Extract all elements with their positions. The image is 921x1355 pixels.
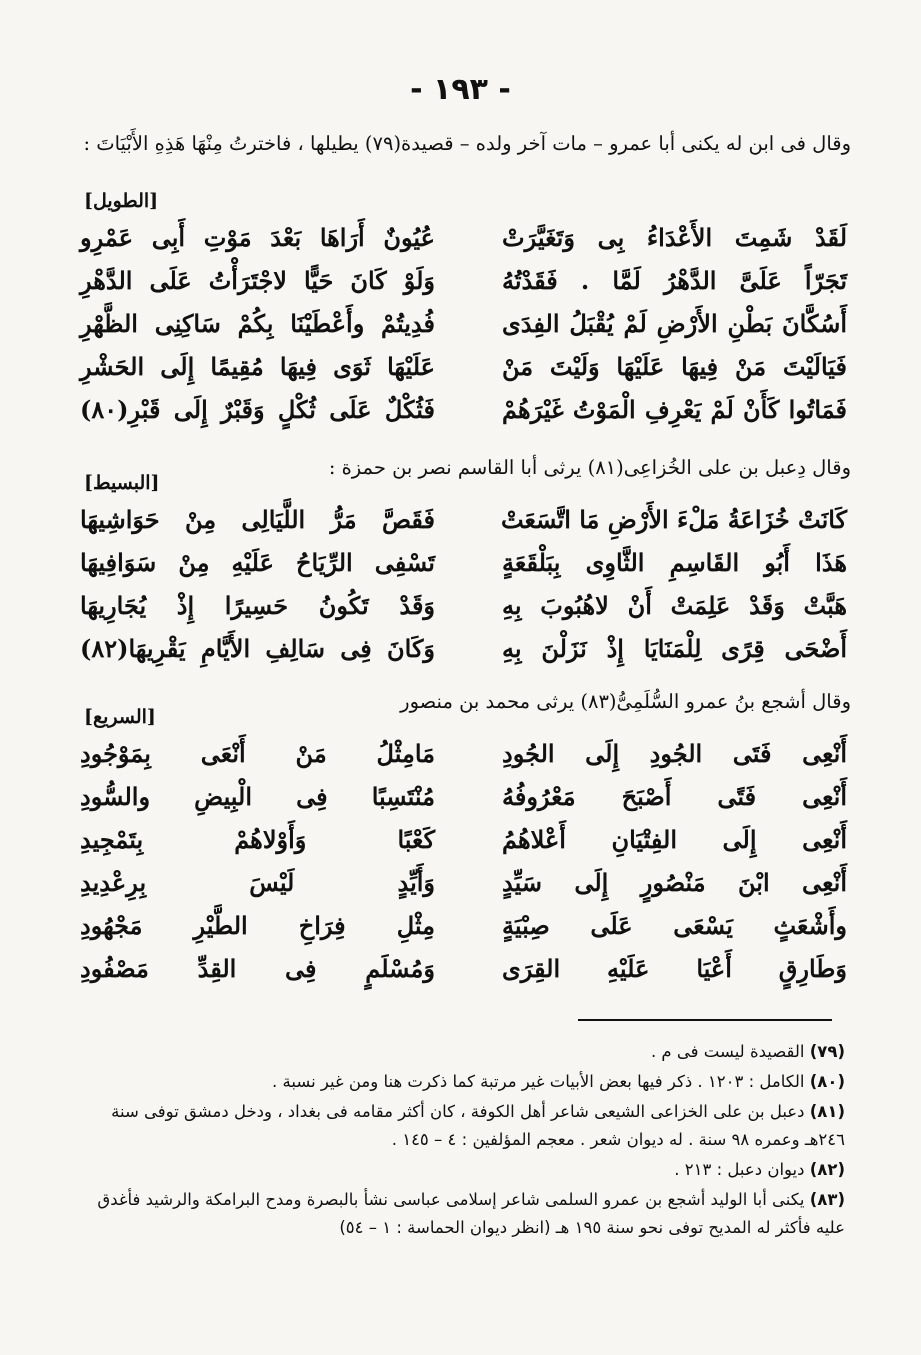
verse-line bbox=[80, 627, 847, 670]
second-hemistich: تَسْفِى الرِّيَاحُ عَلَيْهِ مِنْ سَوَافِيهَا bbox=[80, 548, 435, 577]
first-hemistich: كَانَتْ خُزَاعَةُ مَلْءَ الأَرْضِ مَا اتَّسَعَتْ bbox=[500, 505, 847, 534]
footnote bbox=[75, 1098, 845, 1154]
footnote-divider bbox=[578, 1019, 832, 1021]
first-hemistich: هَذَا أَبُو القَاسِمِ الثَّاوِى بِبَلْقَعَةٍ bbox=[502, 548, 847, 577]
verse-line bbox=[80, 259, 847, 302]
first-hemistich: فَمَاتُوا كَأَنْ لَمْ يَعْرِفِ الْمَوْتُ غَيْرَهُمْ bbox=[502, 395, 847, 424]
section-3-poem bbox=[80, 732, 847, 990]
second-hemistich: كَعْبًا وَأَوْلاهُمْ بِتَمْجِيدِ bbox=[80, 825, 435, 854]
verse-line bbox=[80, 732, 847, 775]
footnote bbox=[75, 1156, 845, 1184]
first-hemistich: تَجَرّاً عَلَىَّ الدَّهْرُ لَمَّا . فَقَدْتُهُ bbox=[502, 266, 847, 295]
footnote-number: (٨٠) bbox=[809, 1072, 845, 1091]
verse-line bbox=[80, 861, 847, 904]
second-hemistich: وَأَيِّدٍ لَيْسَ بِرِعْدِيدِ bbox=[80, 868, 435, 897]
section-1-meter: [الطويل] bbox=[84, 190, 159, 212]
first-hemistich: هَبَّتْ وَقَدْ عَلِمَتْ أَنْ لاهُبُوبَ بِهِ bbox=[502, 591, 847, 620]
verse-line bbox=[80, 345, 847, 388]
first-hemistich: لَقَدْ شَمِتَ الأَعْدَاءُ بِى وَتَغَيَّرَتْ bbox=[502, 223, 847, 252]
footnote-number: (٨٢) bbox=[809, 1160, 845, 1179]
footnote bbox=[75, 1186, 845, 1242]
page-number: - ١٩٣ - bbox=[410, 72, 511, 107]
verse-line bbox=[80, 947, 847, 990]
verse-line bbox=[80, 388, 847, 431]
section-2-intro: وقال دِعبل بن على الخُزاعِى(٨١) يرثى أبا القاسم نصر بن حمزة : bbox=[328, 456, 851, 479]
footnote-number: (٨٣) bbox=[809, 1190, 845, 1209]
first-hemistich: وَطَارِقٍ أَعْيَا عَلَيْهِ القِرَى bbox=[502, 954, 847, 983]
footnotes bbox=[75, 1038, 845, 1244]
first-hemistich: وأَشْعَثٍ يَسْعَى عَلَى صِبْيَةٍ bbox=[502, 911, 847, 940]
second-hemistich: عَلَيْهَا ثَوَى فِيهَا مُقِيمًا إِلَى الحَشْرِ bbox=[80, 352, 435, 381]
verse-line bbox=[80, 904, 847, 947]
section-2-meter: [البسيط] bbox=[84, 472, 160, 494]
first-hemistich: أَنْعِى فَتَى الجُودِ إِلَى الجُودِ bbox=[502, 739, 847, 768]
footnote-text: يكنى أبا الوليد أشجع بن عمرو السلمى شاعر إسلامى عباسى نشأ بالبصرة ومدح البرامكة والرشيد فأغدق عليه فأكثر له المديح توفى نحو سنة ١٩٥ هـ (انظر ديوان الحماسة : ١ – ٥٤) bbox=[97, 1190, 845, 1237]
first-hemistich: أَضْحَى قِرًى لِلْمَنَايَا إِذْ نَزَلْنَ بِهِ bbox=[502, 634, 847, 663]
footnote bbox=[75, 1038, 845, 1066]
section-1-intro: وقال فى ابن له يكنى أبا عمرو – مات آخر ولده – قصيدة(٧٩) يطيلها ، فاخترتُ مِنْهَا هَذِهِ الأَبْيَاتَ : bbox=[83, 132, 851, 155]
footnote-number: (٨١) bbox=[809, 1102, 845, 1121]
verse-line bbox=[80, 302, 847, 345]
second-hemistich: وَلَوْ كَانَ حَيًّا لاجْتَرَأْتُ عَلَى الدَّهْرِ bbox=[80, 266, 435, 295]
section-3-meter: [السريع] bbox=[84, 706, 156, 728]
section-3-intro: وقال أشجع بنُ عمرو السُّلَمِىُّ(٨٣) يرثى محمد بن منصور bbox=[400, 690, 851, 713]
second-hemistich: مُنْتَسِبًا فِى الْبِيضِ والسُّودِ bbox=[80, 782, 435, 811]
verse-line bbox=[80, 216, 847, 259]
second-hemistich: فَثُكْلٌ عَلَى ثُكْلٍ وَقَبْرٌ إِلَى قَبْرِ(٨٠) bbox=[80, 395, 435, 424]
verse-line bbox=[80, 498, 847, 541]
second-hemistich: فُدِيتُمْ وأَعْطَيْنَا بِكُمْ سَاكِنِى الظَّهْرِ bbox=[80, 309, 435, 338]
second-hemistich: وَمُسْلَمٍ فِى القِدِّ مَصْفُودِ bbox=[80, 954, 435, 983]
footnote-text: الكامل : ١٢٠٣ . ذكر فيها بعض الأبيات غير مرتبة كما ذكرت هنا ومن غير نسبة . bbox=[272, 1072, 810, 1091]
first-hemistich: أَنْعِى إِلَى الفِتْيَانِ أَعْلاهُمُ bbox=[502, 825, 847, 854]
footnote-number: (٧٩) bbox=[809, 1042, 845, 1061]
verse-line bbox=[80, 584, 847, 627]
first-hemistich: أَسُكَّانَ بَطْنِ الأَرْضِ لَمْ يُقْبَلُ الفِدَى bbox=[502, 309, 847, 338]
second-hemistich: وَقَدْ تَكُونُ حَسِيرًا إِذْ يُجَارِيهَا bbox=[80, 591, 435, 620]
footnote-text: القصيدة ليست فى م . bbox=[650, 1042, 810, 1061]
verse-line bbox=[80, 541, 847, 584]
second-hemistich: مَامِثْلُ مَنْ أَنْعَى بِمَوْجُودِ bbox=[80, 739, 435, 768]
second-hemistich: وَكَانَ فِى سَالِفِ الأَيَّامِ يَقْرِيهَا(٨٢) bbox=[80, 634, 435, 663]
section-1-poem bbox=[80, 216, 847, 431]
verse-line bbox=[80, 818, 847, 861]
first-hemistich: أَنْعِى ابْنَ مَنْصُورٍ إِلَى سَيِّدٍ bbox=[502, 868, 847, 897]
footnote-text: ديوان دعبل : ٢١٣ . bbox=[674, 1160, 810, 1179]
verse-line bbox=[80, 775, 847, 818]
footnote-text: دعبل بن على الخزاعى الشيعى شاعر أهل الكوفة ، كان أكثر مقامه فى بغداد ، ودخل دمشق توفى سنة ٢٤٦هـ وعمره ٩٨ سنة . له ديوان شعر . معجم المؤلفين : ٤ – ١٤٥ . bbox=[111, 1102, 845, 1149]
footnote bbox=[75, 1068, 845, 1096]
first-hemistich: أَنْعِى فَتًى أَصْبَحَ مَعْرُوفُهُ bbox=[502, 782, 847, 811]
second-hemistich: فَقَصَّ مَرُّ اللَّيَالِى مِنْ حَوَاشِيهَا bbox=[80, 505, 435, 534]
first-hemistich: فَيَالَيْتَ مَنْ فِيهَا عَلَيْهَا وَلَيْتَ مَنْ bbox=[502, 352, 847, 381]
second-hemistich: مِثْلِ فِرَاخِ الطَّيْرِ مَجْهُودِ bbox=[80, 911, 435, 940]
section-2-poem bbox=[80, 498, 847, 670]
second-hemistich: عُيُونٌ أَرَاهَا بَعْدَ مَوْتِ أَبِى عَمْرِو bbox=[80, 223, 435, 252]
